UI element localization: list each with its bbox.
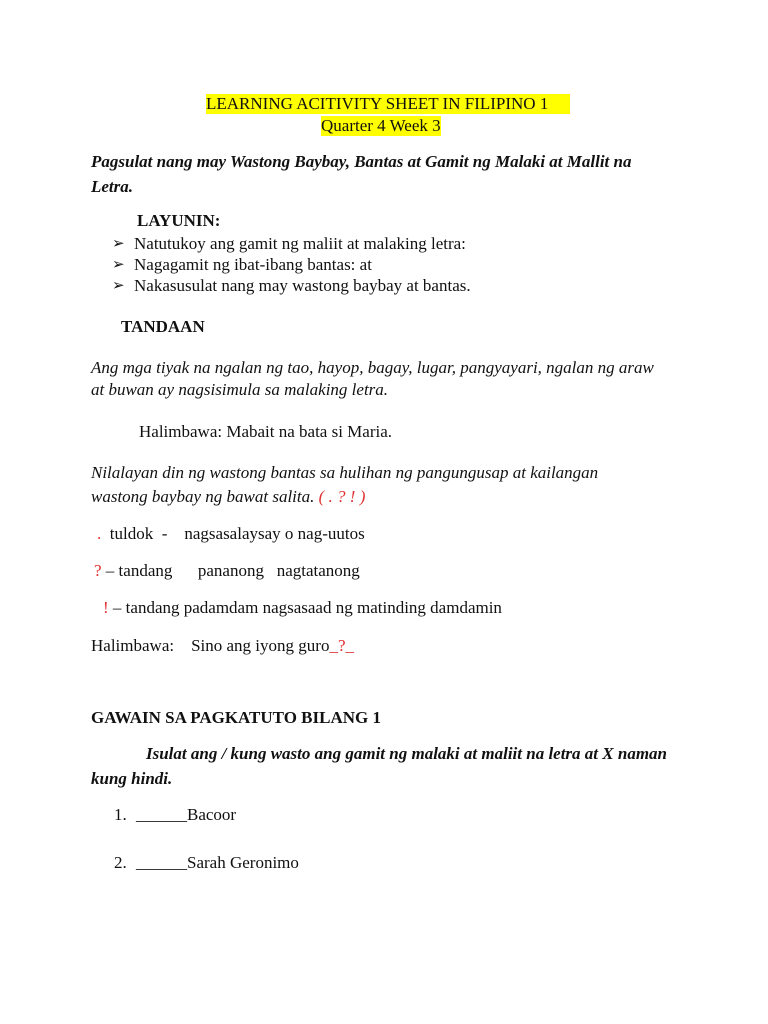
para2-text: wastong baybay ng bawat salita. xyxy=(91,487,315,506)
gawain-instruction-line-2: kung hindi. xyxy=(91,769,173,788)
item-text: ______Bacoor xyxy=(136,805,237,824)
gawain-instruction-line-1: Isulat ang / kung wasto ang gamit ng malaki at maliit na letra at X naman xyxy=(146,744,667,763)
arrow-bullet-icon: ➢ xyxy=(112,257,125,273)
mark-row-tuldok xyxy=(97,524,365,544)
layunin-heading: LAYUNIN: xyxy=(137,211,221,230)
exclamation-symbol: ! xyxy=(103,598,109,617)
layunin-item-3: Nakasusulat nang may wastong baybay at bantas. xyxy=(134,276,471,295)
layunin-item-1: Natutukoy ang gamit ng maliit at malaking letra: xyxy=(134,234,466,253)
question-symbol: ? xyxy=(94,561,102,580)
sheet-title: LEARNING ACITIVITY SHEET IN FILIPINO 1 xyxy=(206,94,570,114)
arrow-bullet-icon: ➢ xyxy=(112,278,125,294)
mark-desc: tuldok - nagsasalaysay o nag-uutos xyxy=(101,524,365,543)
tandaan-para1-line-1: Ang mga tiyak na ngalan ng tao, hayop, bagay, lugar, pangyayari, ngalan ng araw xyxy=(91,358,654,377)
mark-row-pananong xyxy=(94,561,360,581)
sheet-subtitle: Quarter 4 Week 3 xyxy=(321,116,441,135)
example-1: Halimbawa: Mabait na bata si Maria. xyxy=(139,422,393,441)
gawain-heading: GAWAIN SA PAGKATUTO BILANG 1 xyxy=(91,708,381,727)
mark-row-padamdam xyxy=(103,598,502,618)
example-2-text: Halimbawa: Sino ang iyong guro xyxy=(91,636,330,655)
mark-desc: – tandang pananong nagtatanong xyxy=(101,561,360,580)
example-2 xyxy=(91,636,354,656)
gawain-item-1 xyxy=(114,805,236,825)
punctuation-marks: ( . ? ! ) xyxy=(318,487,366,506)
tandaan-para2-line-2 xyxy=(91,487,365,507)
item-text: ______Sarah Geronimo xyxy=(136,853,299,872)
example-2-blank: _?_ xyxy=(329,636,354,655)
tandaan-para2-line-1: Nilalayan din ng wastong bantas sa hulihan ng pangungusap at kailangan xyxy=(91,463,599,482)
tandaan-para1-line-2: at buwan ay nagsisimula sa malaking letra. xyxy=(91,380,389,399)
mark-desc: – tandang padamdam nagsasaad ng matinding damdamin xyxy=(108,598,502,617)
item-number: 1. xyxy=(114,805,127,824)
item-number: 2. xyxy=(114,853,127,872)
topic-line-2: Letra. xyxy=(91,177,134,196)
layunin-item-2: Nagagamit ng ibat-ibang bantas: at xyxy=(134,255,372,274)
period-symbol: . xyxy=(97,524,102,543)
gawain-item-2 xyxy=(114,853,299,873)
tandaan-heading: TANDAAN xyxy=(121,317,205,336)
arrow-bullet-icon: ➢ xyxy=(112,236,125,252)
topic-line-1: Pagsulat nang may Wastong Baybay, Bantas at Gamit ng Malaki at Mallit na xyxy=(91,152,632,171)
